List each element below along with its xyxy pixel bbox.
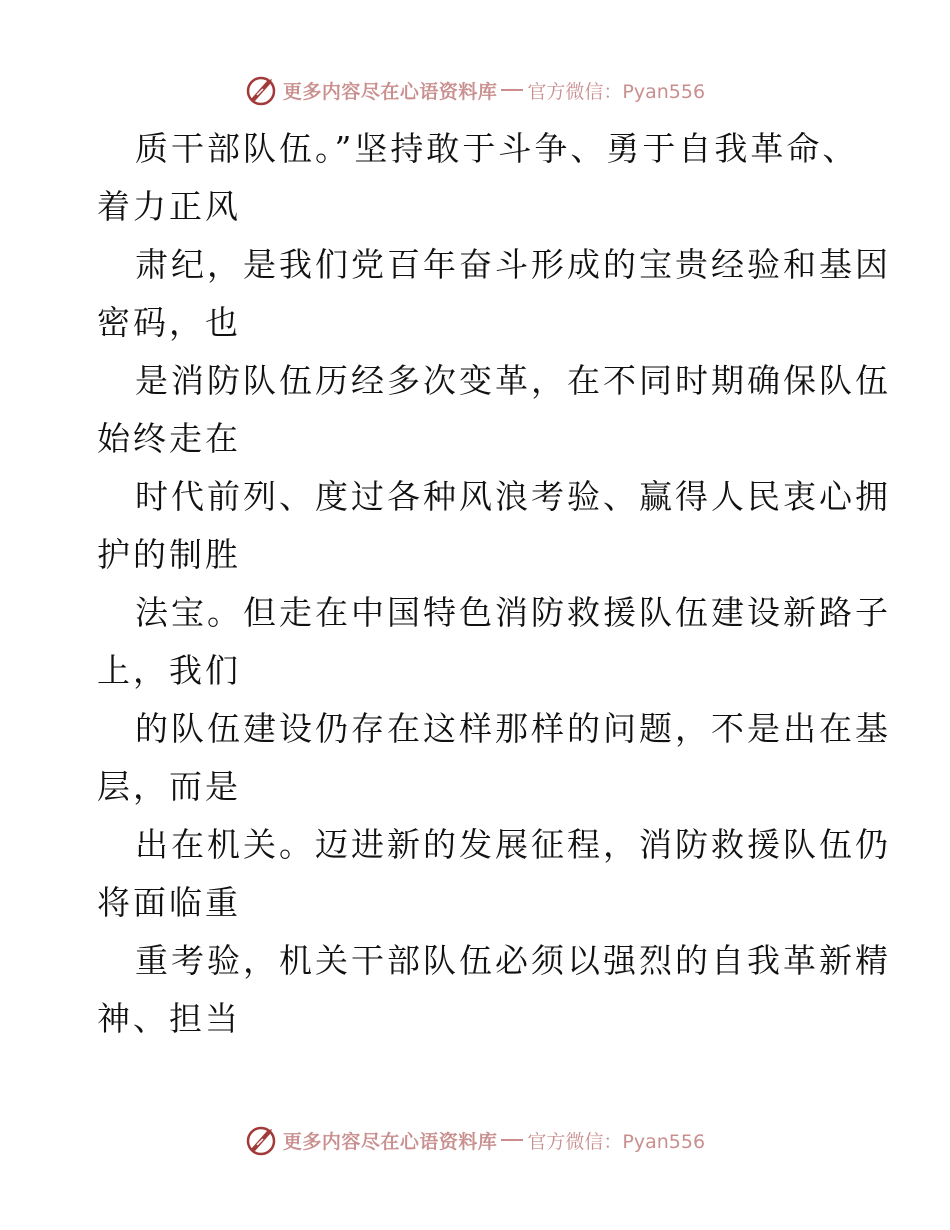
- watermark-contact-text: 官方微信：Pyan556: [527, 1130, 706, 1153]
- pen-nib-logo-icon: [245, 1123, 279, 1157]
- watermark-main-text: 更多内容尽在心语资料库: [282, 1130, 498, 1153]
- watermark-main-text: 更多内容尽在心语资料库: [282, 80, 498, 103]
- text-line: 时代前列、度过各种风浪考验、赢得人民衷心拥: [135, 477, 891, 516]
- text-line: 是消防队伍历经多次变革，在不同时期确保队伍: [135, 361, 891, 400]
- text-line: 出在机关。迈进新的发展征程，消防救援队伍仍: [135, 825, 891, 864]
- text-line: 着力正风: [97, 187, 241, 226]
- text-line: 将面临重: [97, 883, 241, 922]
- watermark-contact-text: 官方微信：Pyan556: [527, 80, 706, 103]
- footer-watermark: [0, 1120, 950, 1160]
- watermark-dash: [501, 1139, 523, 1141]
- text-line: 质干部队伍。”坚持敢于斗争、勇于自我革命、: [135, 129, 859, 168]
- text-line: 密码，也: [97, 303, 241, 342]
- text-line: 神、担当: [97, 999, 241, 1038]
- document-body: [97, 120, 891, 1048]
- header-watermark: [0, 70, 950, 110]
- text-line: 上，我们: [97, 651, 241, 690]
- text-line: 法宝。但走在中国特色消防救援队伍建设新路子: [135, 593, 891, 632]
- text-line: 肃纪，是我们党百年奋斗形成的宝贵经验和基因: [135, 245, 891, 284]
- text-line: 始终走在: [97, 419, 241, 458]
- text-line: 的队伍建设仍存在这样那样的问题，不是出在基: [135, 709, 891, 748]
- pen-nib-logo-icon: [245, 73, 279, 107]
- watermark-dash: [501, 89, 523, 91]
- text-line: 护的制胜: [97, 535, 241, 574]
- text-line: 层，而是: [97, 767, 241, 806]
- text-line: 重考验，机关干部队伍必须以强烈的自我革新精: [135, 941, 891, 980]
